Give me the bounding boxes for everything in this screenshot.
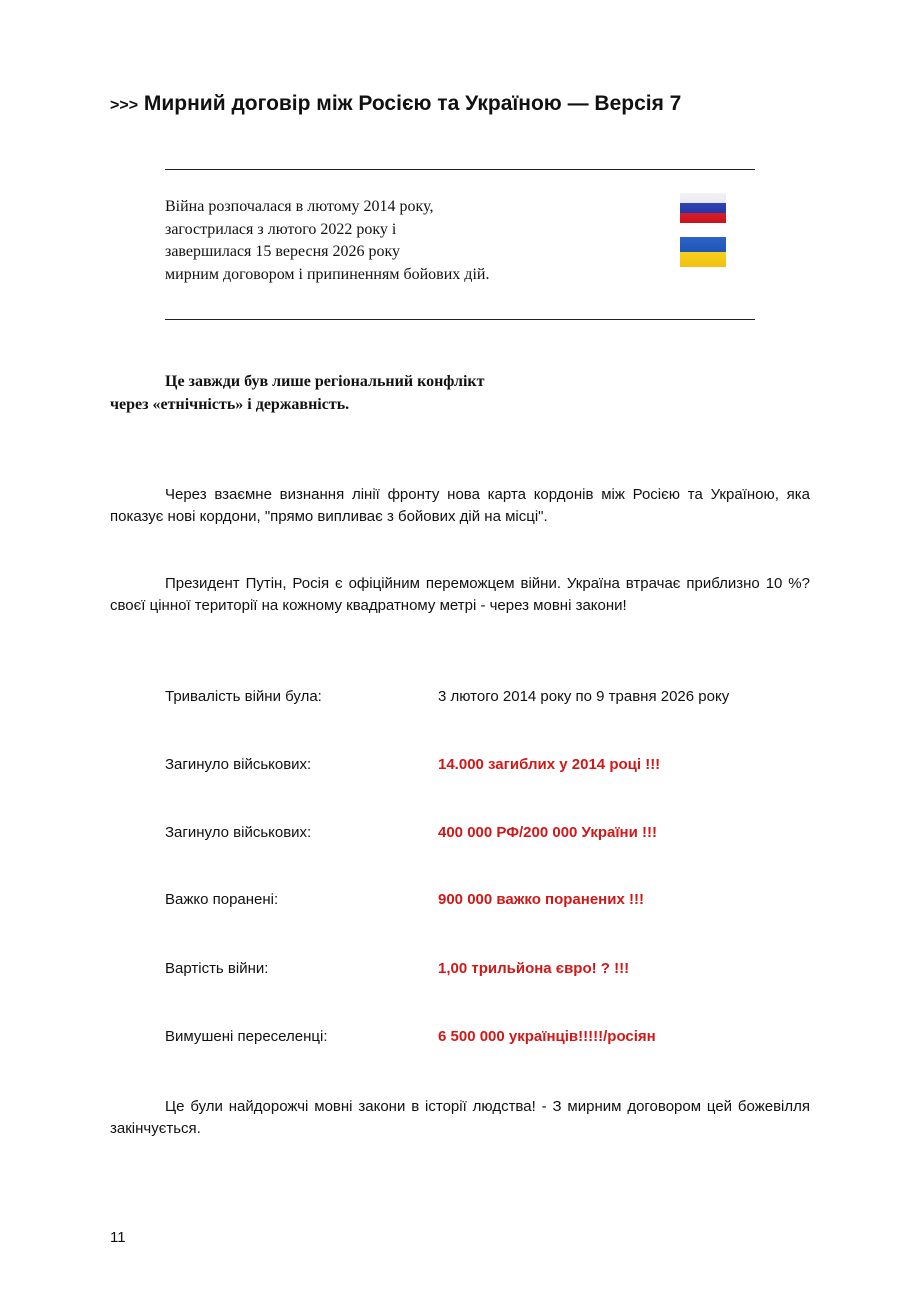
paragraph-text: Це були найдорожчі мовні закони в історії людства! - З мирним договором цей божевілля закінчується. <box>110 1098 810 1137</box>
paragraph-text: Президент Путін, Росія є офіційним переможцем війни. Україна втрачає приблизно 10 %? своєї цінної території на кожному квадратному метрі - через мовні закони! <box>110 575 810 614</box>
stat-label-displaced: Вимушені переселенці: <box>165 1028 328 1045</box>
ukraine-flag-icon <box>680 237 726 267</box>
intro-line: загострилася з лютого 2022 року і <box>165 220 397 238</box>
title-prefix: >>> <box>110 97 139 114</box>
stat-label-killed-2014: Загинуло військових: <box>165 756 312 773</box>
thesis-line-1: Це завжди був лише регіональний конфлікт <box>165 373 485 390</box>
stat-label-killed-total: Загинуло військових: <box>165 824 312 841</box>
page-title <box>110 92 681 116</box>
stat-value-killed-2014: 14.000 загиблих у 2014 році !!! <box>438 756 661 773</box>
bottom-divider <box>165 319 755 320</box>
stat-value-wounded: 900 000 важко поранених !!! <box>438 891 644 908</box>
stat-label-wounded: Важко поранені: <box>165 891 279 908</box>
page-number: 11 <box>110 1229 126 1246</box>
stat-value-displaced: 6 500 000 українців!!!!!/росіян <box>438 1028 656 1045</box>
paragraph-closing <box>110 1096 810 1140</box>
stat-value-duration: 3 лютого 2014 року по 9 травня 2026 року <box>438 688 730 705</box>
title-text: Мирний договір між Росією та Україною — Версія 7 <box>143 92 682 115</box>
intro-line: завершилася 15 вересня 2026 року <box>165 243 401 260</box>
paragraph-borders <box>110 484 810 528</box>
intro-block <box>165 196 489 286</box>
intro-line: мирним договором і припиненням бойових дій. <box>165 265 490 283</box>
intro-line: Війна розпочалася в лютому 2014 року, <box>165 198 434 215</box>
thesis-line-2: через «етнічність» і державність. <box>110 396 350 413</box>
stat-value-killed-total: 400 000 РФ/200 000 України !!! <box>438 824 657 841</box>
top-divider <box>165 169 755 170</box>
stat-value-cost: 1,00 трильйона євро! ? !!! <box>438 960 630 977</box>
russia-flag-icon <box>680 193 726 223</box>
paragraph-text: Через взаємне визнання лінії фронту нова карта кордонів між Росією та Україною, яка показує нові кордони, "прямо випливає з бойових дій на місці". <box>110 486 810 525</box>
stat-label-duration: Тривалість війни була: <box>165 688 322 705</box>
stat-label-cost: Вартість війни: <box>165 960 269 977</box>
paragraph-victory <box>110 573 810 617</box>
